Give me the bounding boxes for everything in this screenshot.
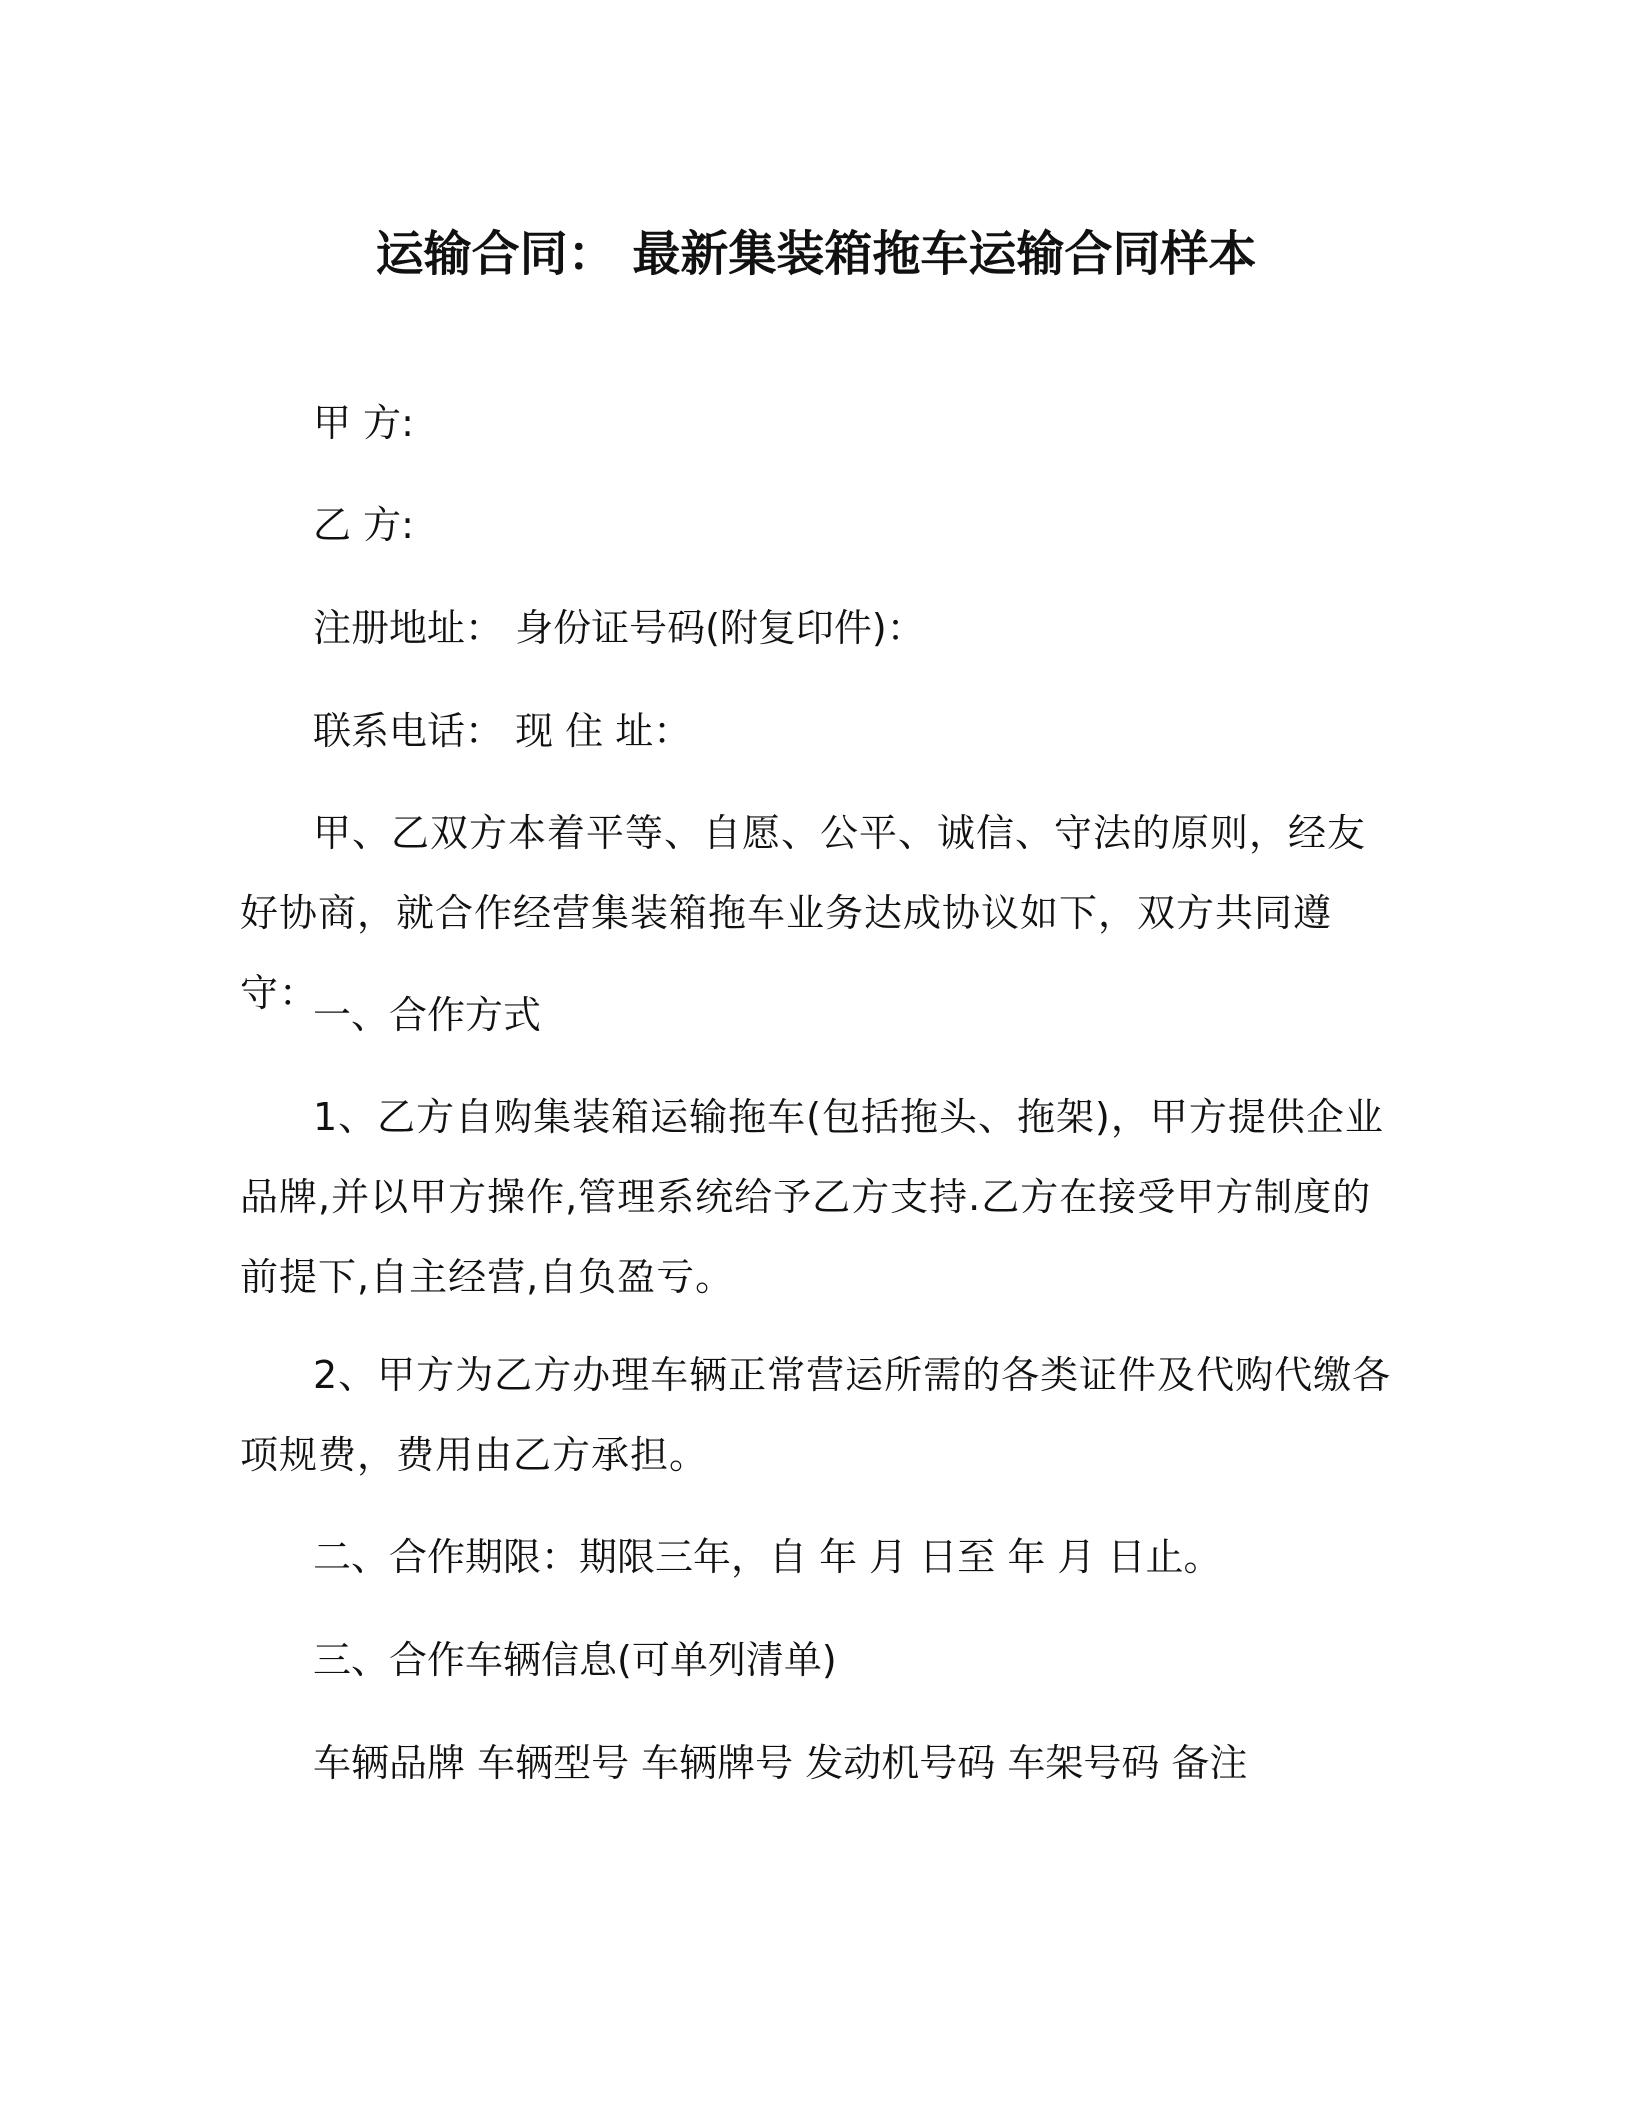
preamble-paragraph: 甲、乙双方本着平等、自愿、公平、诚信、守法的原则，经友好协商，就合作经营集装箱拖车业务达成协议如下，双方共同遵守： [240, 811, 1367, 1015]
clause-1-2-paragraph: 2、甲方为乙方办理车辆正常营运所需的各类证件及代购代缴各项规费，费用由乙方承担。 [240, 1353, 1392, 1477]
section-2-heading: 二、合作期限：期限三年，自 年 月 日至 年 月 日止。 [313, 1535, 1222, 1579]
clause-1-1-paragraph: 1、乙方自购集装箱运输拖车(包括拖头、拖架)，甲方提供企业品牌,并以甲方操作,管理系统给予乙方支持.乙方在接受甲方制度的前提下,自主经营,自负盈亏。 [240, 1095, 1384, 1299]
section-3-heading: 三、合作车辆信息(可单列清单) [313, 1638, 837, 1682]
contact-line: 联系电话： 现 住 址： [313, 709, 692, 753]
vehicle-table-header: 车辆品牌 车辆型号 车辆牌号 发动机号码 车架号码 备注 [313, 1741, 1248, 1785]
party-a-label: 甲 方: [313, 401, 414, 445]
party-b-label: 乙 方: [313, 503, 414, 547]
document-title: 运输合同： 最新集装箱拖车运输合同样本 [375, 226, 1257, 282]
registered-address-line: 注册地址： 身份证号码(附复印件)： [313, 606, 925, 650]
section-1-heading: 一、合作方式 [313, 993, 542, 1037]
